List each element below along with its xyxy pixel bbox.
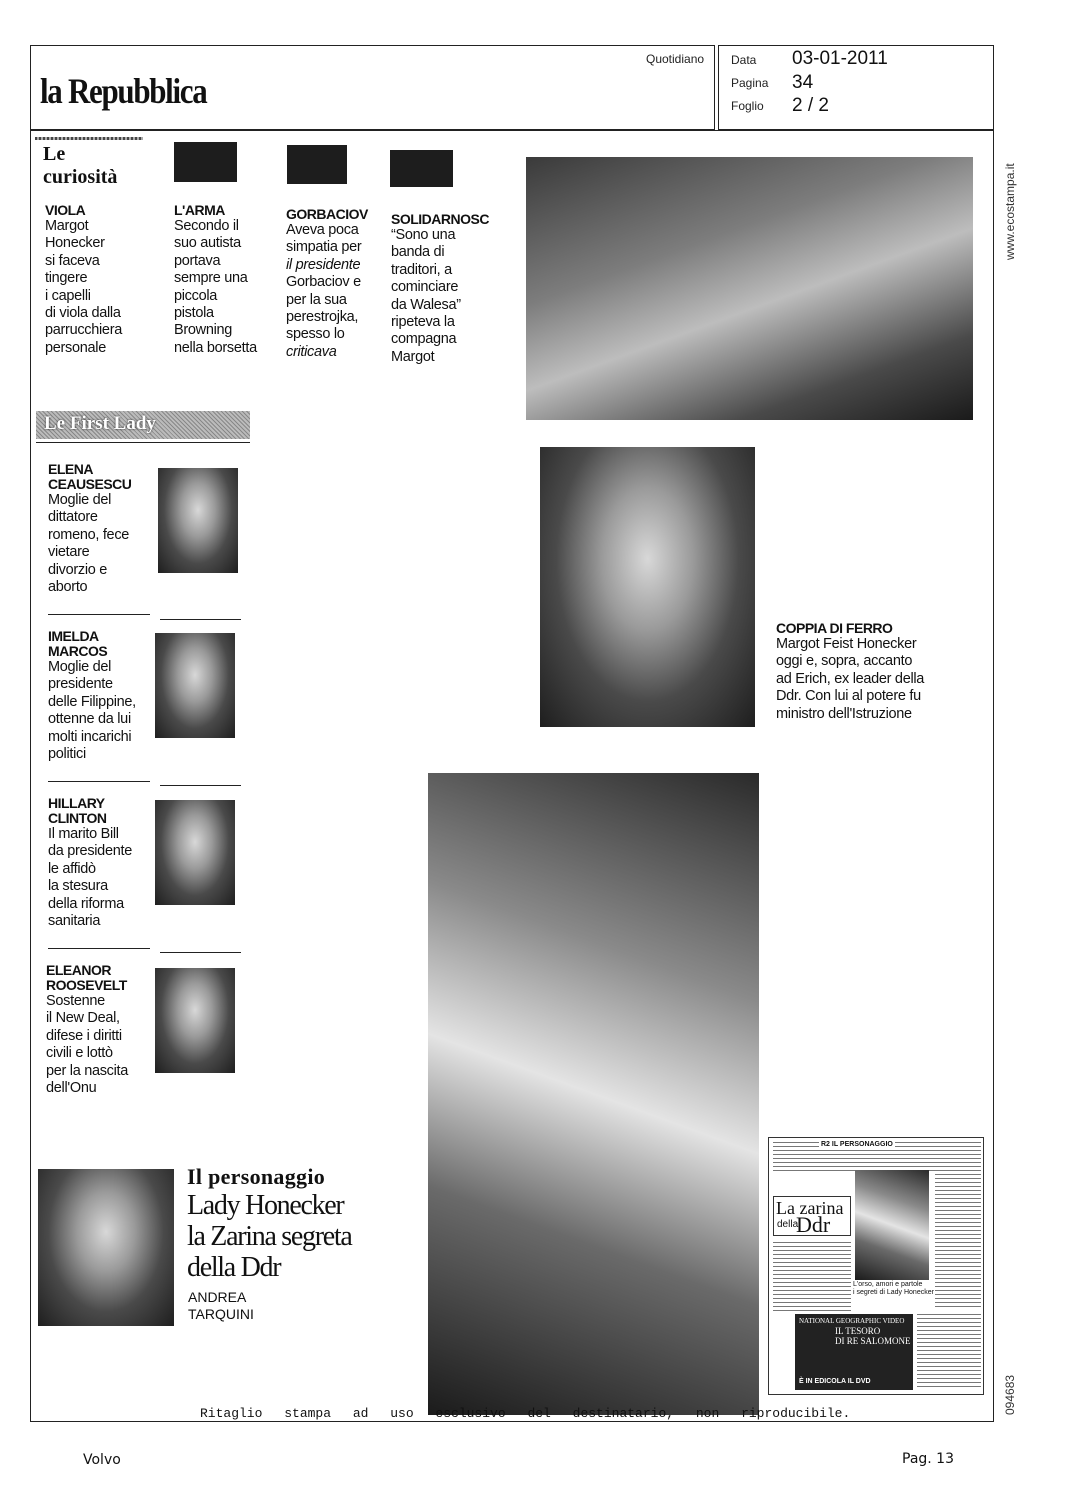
personaggio-kicker: Il personaggio [187, 1164, 326, 1189]
divider [160, 952, 241, 953]
first-lady-text: Moglie del dittatore romeno, fece vietare divorzio e aborto [48, 492, 130, 596]
curiosita-text: Secondo il suo autista portava sempre una piccola pistola Browning nella borsetta [174, 218, 257, 356]
divider [160, 619, 241, 620]
thumbnail-text-lines [935, 1170, 981, 1310]
divider [48, 781, 150, 782]
first-lady-header: Le First Lady [36, 411, 250, 439]
thumbnail-photo [855, 1170, 929, 1280]
first-lady-text: Moglie del presidente delle Filippine, ottenne da lui molti incarichi politici [48, 659, 136, 763]
curiosita-text: Aveva poca simpatia per il presidente Gorbaciov e per la sua perestrojka, spesso lo criticava [286, 222, 362, 360]
meta-page-label: Pagina [731, 76, 769, 90]
thumbnail-text-lines [917, 1314, 981, 1390]
clipping-note: Ritaglio stampa ad uso esclusivo del destinatario, non riproducibile. [200, 1406, 851, 1421]
portrait-marcos [155, 633, 235, 738]
portrait-roosevelt [155, 968, 235, 1073]
curiosita-image-gorbaciov [287, 145, 347, 184]
curiosita-item-gorbaciov [286, 207, 386, 361]
portrait-clinton [155, 800, 235, 905]
first-lady-item-roosevelt: ELEANOR ROOSEVELT Sostenne il New Deal, difese i diritti civili e lottò per la nascita dell'Onu [46, 963, 156, 1097]
divider [48, 948, 150, 949]
curiosita-title-line1: Le [43, 143, 66, 165]
meta-sheet-label: Foglio [731, 99, 764, 113]
first-lady-text: Il marito Bill da presidente le affidò la stesura della riforma sanitaria [48, 826, 132, 930]
curiosita-kicker: GORBACIOV [286, 206, 368, 222]
thumbnail-title-box: La zarina della Ddr [773, 1196, 851, 1236]
curiosita-rule [35, 137, 143, 140]
curiosita-kicker: VIOLA [45, 202, 86, 218]
curiosita-kicker: L'ARMA [174, 202, 225, 218]
photo-dancing-couple [428, 773, 759, 1415]
divider [160, 785, 241, 786]
page-number: Pag. 13 [902, 1451, 954, 1467]
curiosita-item-viola [45, 203, 160, 357]
curiosita-text: Margot Honecker si faceva tingere i capelli di viola dalla parrucchiera personale [45, 218, 122, 356]
publication-type: Quotidiano [646, 52, 705, 66]
meta-date-label: Data [731, 53, 757, 67]
first-lady-rule [36, 442, 250, 443]
first-lady-item-clinton: HILLARY CLINTON Il marito Bill da presidente le affidò la stesura della riforma sanitaria [48, 796, 158, 930]
personaggio-author: ANDREA TARQUINI [188, 1289, 254, 1322]
meta-date-value: 03-01-2011 [792, 48, 888, 69]
thumbnail-sub: L'orso, amori e partole i segreti di Lady Honecker [853, 1281, 934, 1296]
first-lady-text: Sostenne il New Deal, difese i diritti civili e lottò per la nascita dell'Onu [46, 993, 129, 1097]
side-site-url: www.ecostampa.it [1003, 163, 1017, 260]
divider [48, 614, 150, 615]
portrait-ceausescu [158, 468, 238, 573]
photo-margot-portrait [540, 447, 755, 727]
first-lady-item-ceausescu: ELENA CEAUSESCU Moglie del dittatore romeno, fece vietare divorzio e aborto [48, 462, 158, 596]
thumbnail-section: R2 IL PERSONAGGIO [821, 1141, 893, 1148]
thumbnail-ad: NATIONAL GEOGRAPHIC VIDEO IL TESORO DI RE SALOMONE È IN EDICOLA IL DVD [795, 1314, 913, 1390]
side-code: 094683 [1003, 1374, 1017, 1415]
curiosita-title-line2: curiosità [43, 166, 118, 188]
personaggio-title: Lady Honecker la Zarina segreta della Ddr [187, 1190, 352, 1283]
photo-margot-personaggio [38, 1169, 174, 1326]
curiosita-image-arma [174, 142, 237, 182]
photo-couple-top [526, 157, 973, 420]
thumbnail-text-lines [773, 1242, 851, 1312]
client-name: Volvo [83, 1452, 121, 1468]
curiosita-text: “Sono una banda di traditori, a cominciare da Walesa” ripeteva la compagna Margot [391, 227, 461, 365]
first-lady-item-marcos: IMELDA MARCOS Moglie del presidente delle Filippine, ottenne da lui molti incarichi politici [48, 629, 158, 763]
curiosita-image-solidarnosc [390, 150, 453, 187]
photo-caption: COPPIA DI FERRO Margot Feist Honecker oggi e, sopra, accanto ad Erich, ex leader della Ddr. Con lui al potere fu ministro dell'Istruzione [776, 620, 925, 722]
meta-page-value: 34 [792, 72, 814, 93]
masthead-logo: la Repubblica [40, 71, 207, 111]
meta-sheet-value: 2 / 2 [792, 95, 829, 116]
front-page-thumbnail [768, 1137, 984, 1395]
curiosita-item-arma [174, 203, 279, 357]
curiosita-item-solidarnosc [391, 212, 501, 366]
curiosita-kicker: SOLIDARNOSC [391, 211, 489, 227]
